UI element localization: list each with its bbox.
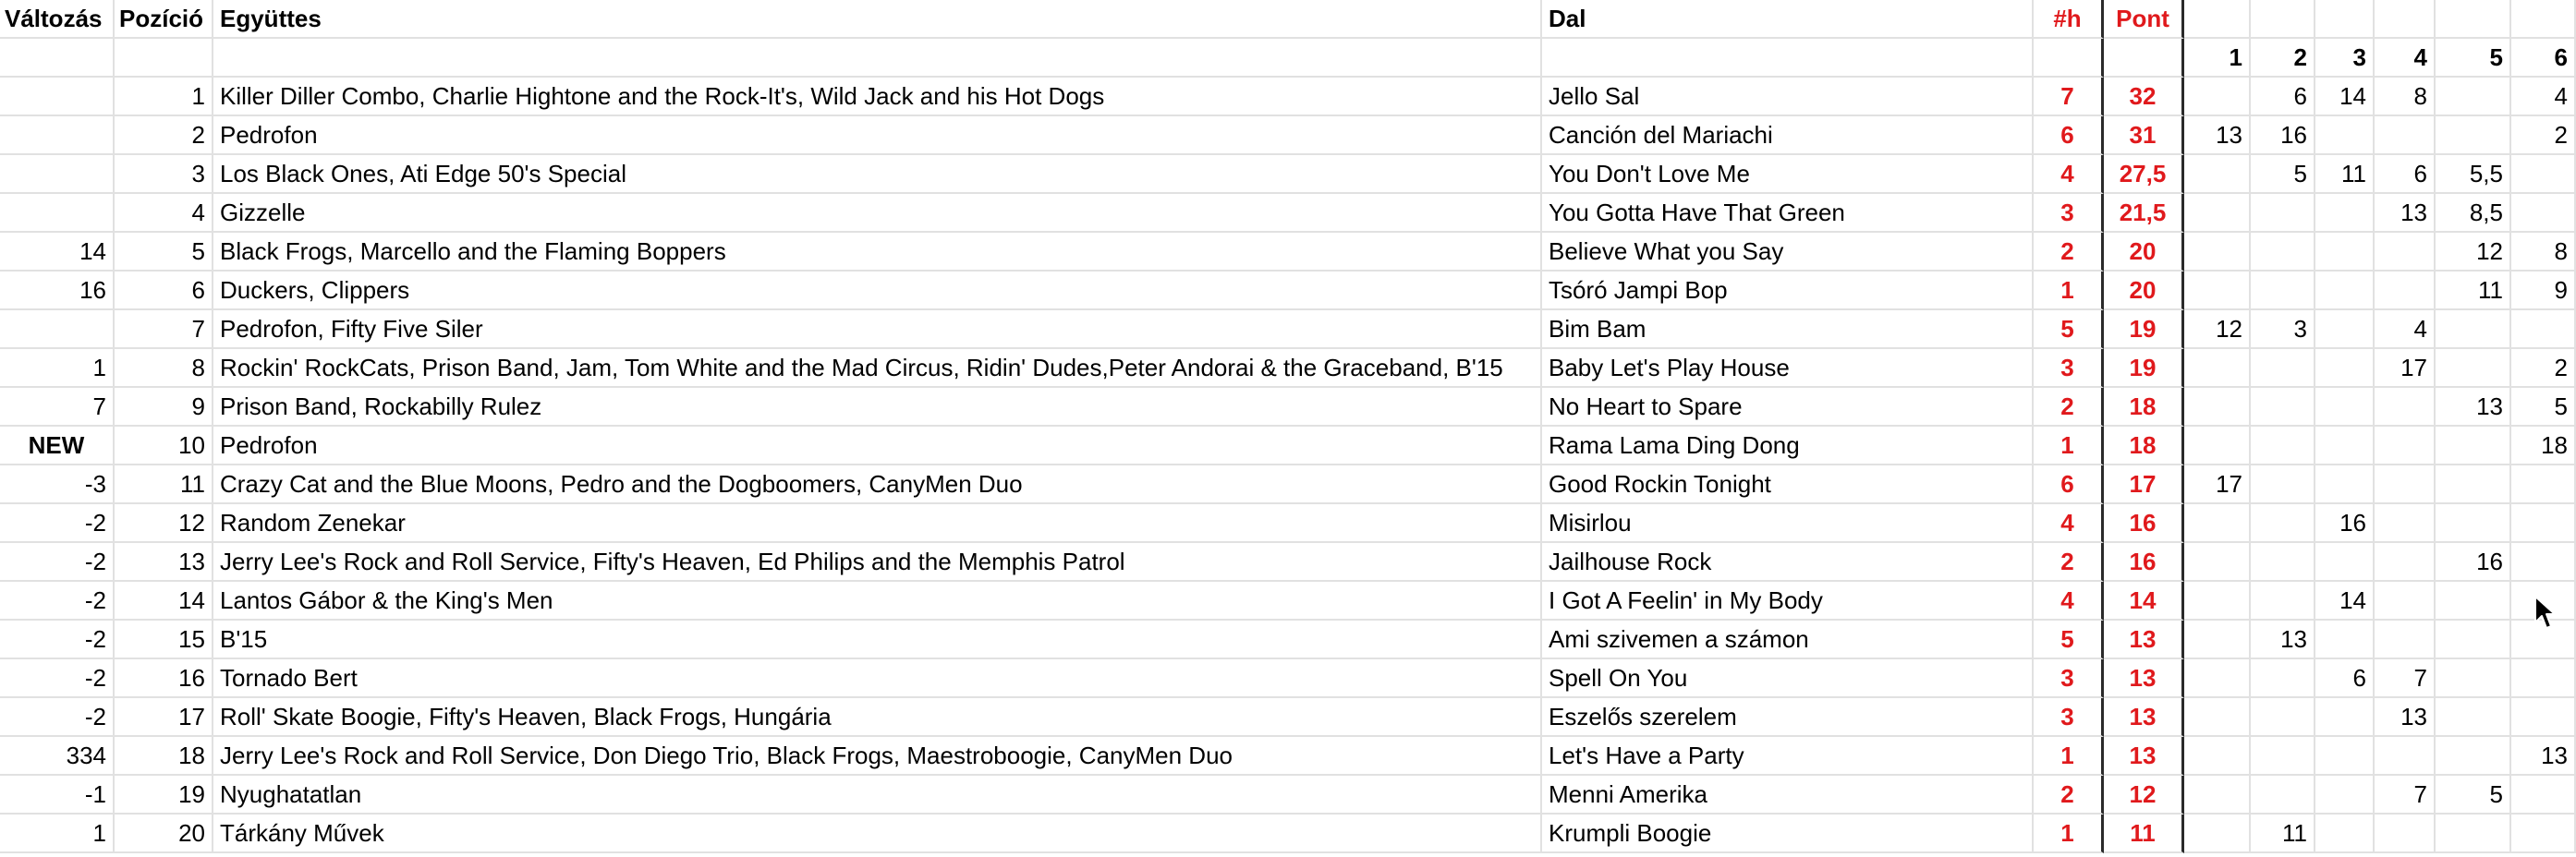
week-header-4[interactable]: 4 xyxy=(2375,39,2436,78)
position-cell[interactable]: 11 xyxy=(115,465,213,504)
position-cell[interactable]: 15 xyxy=(115,621,213,659)
week-score-cell[interactable] xyxy=(2375,427,2436,465)
week-score-cell[interactable]: 17 xyxy=(2184,465,2251,504)
week-score-cell[interactable] xyxy=(2184,582,2251,621)
week-score-cell[interactable] xyxy=(2511,194,2576,233)
week-score-cell[interactable] xyxy=(2375,621,2436,659)
week-score-cell[interactable] xyxy=(2436,737,2511,776)
week-score-cell[interactable] xyxy=(2184,815,2251,853)
band-cell[interactable]: B'15 xyxy=(213,621,1542,659)
week-score-cell[interactable] xyxy=(2511,465,2576,504)
header-row xyxy=(0,0,2576,39)
week-score-cell[interactable] xyxy=(2251,233,2315,272)
position-cell[interactable]: 19 xyxy=(115,776,213,815)
table-row[interactable] xyxy=(0,116,2576,155)
week-score-cell[interactable]: 4 xyxy=(2375,310,2436,349)
table-row[interactable] xyxy=(0,272,2576,310)
week-score-cell[interactable] xyxy=(2251,427,2315,465)
song-cell[interactable]: Good Rockin Tonight xyxy=(1542,465,2034,504)
song-header[interactable]: Dal xyxy=(1542,0,2034,39)
empty-cell[interactable] xyxy=(2436,0,2511,39)
week-score-cell[interactable] xyxy=(2375,737,2436,776)
position-cell[interactable]: 8 xyxy=(115,349,213,388)
week-score-cell[interactable]: 9 xyxy=(2511,272,2576,310)
song-cell[interactable]: Eszelős szerelem xyxy=(1542,698,2034,737)
week-score-cell[interactable] xyxy=(2251,388,2315,427)
points-cell[interactable]: 27,5 xyxy=(2104,155,2184,194)
song-cell[interactable]: Bim Bam xyxy=(1542,310,2034,349)
change-cell[interactable] xyxy=(0,310,115,349)
week-score-cell[interactable] xyxy=(2436,349,2511,388)
count-cell[interactable]: 1 xyxy=(2034,272,2104,310)
week-score-cell[interactable]: 13 xyxy=(2375,698,2436,737)
table-row[interactable] xyxy=(0,659,2576,698)
week-score-cell[interactable] xyxy=(2184,543,2251,582)
week-score-cell[interactable] xyxy=(2251,349,2315,388)
position-cell[interactable]: 5 xyxy=(115,233,213,272)
band-cell[interactable]: Pedrofon, Fifty Five Siler xyxy=(213,310,1542,349)
count-cell[interactable]: 3 xyxy=(2034,659,2104,698)
change-cell[interactable] xyxy=(0,155,115,194)
week-score-cell[interactable]: 5,5 xyxy=(2436,155,2511,194)
week-score-cell[interactable]: 14 xyxy=(2315,78,2375,116)
week-score-cell[interactable]: 6 xyxy=(2375,155,2436,194)
week-score-cell[interactable] xyxy=(2375,582,2436,621)
week-score-cell[interactable] xyxy=(2436,659,2511,698)
change-cell[interactable] xyxy=(0,78,115,116)
week-score-cell[interactable] xyxy=(2315,815,2375,853)
points-cell[interactable]: 16 xyxy=(2104,504,2184,543)
position-cell[interactable]: 17 xyxy=(115,698,213,737)
week-score-cell[interactable] xyxy=(2184,272,2251,310)
song-cell[interactable]: No Heart to Spare xyxy=(1542,388,2034,427)
week-score-cell[interactable] xyxy=(2251,582,2315,621)
table-row[interactable] xyxy=(0,543,2576,582)
week-header-1[interactable]: 1 xyxy=(2184,39,2251,78)
change-cell[interactable]: -3 xyxy=(0,465,115,504)
table-row[interactable] xyxy=(0,78,2576,116)
week-score-cell[interactable] xyxy=(2436,78,2511,116)
empty-cell[interactable] xyxy=(213,39,1542,78)
change-cell[interactable]: -1 xyxy=(0,776,115,815)
change-cell[interactable]: 14 xyxy=(0,233,115,272)
week-score-cell[interactable] xyxy=(2375,815,2436,853)
position-cell[interactable]: 4 xyxy=(115,194,213,233)
week-score-cell[interactable] xyxy=(2375,465,2436,504)
week-score-cell[interactable] xyxy=(2184,698,2251,737)
week-score-cell[interactable] xyxy=(2315,388,2375,427)
week-score-cell[interactable]: 12 xyxy=(2436,233,2511,272)
song-cell[interactable]: Jailhouse Rock xyxy=(1542,543,2034,582)
week-score-cell[interactable] xyxy=(2184,78,2251,116)
position-cell[interactable]: 18 xyxy=(115,737,213,776)
week-score-cell[interactable]: 13 xyxy=(2251,621,2315,659)
count-cell[interactable]: 2 xyxy=(2034,388,2104,427)
count-header[interactable]: #h xyxy=(2034,0,2104,39)
empty-cell[interactable] xyxy=(2184,0,2251,39)
week-score-cell[interactable] xyxy=(2436,310,2511,349)
week-score-cell[interactable]: 3 xyxy=(2251,310,2315,349)
band-cell[interactable]: Nyughatatlan xyxy=(213,776,1542,815)
mouse-cursor-icon xyxy=(2533,595,2558,632)
week-score-cell[interactable] xyxy=(2315,737,2375,776)
count-cell[interactable]: 1 xyxy=(2034,815,2104,853)
week-score-cell[interactable] xyxy=(2251,543,2315,582)
week-header-5[interactable]: 5 xyxy=(2436,39,2511,78)
table-row[interactable] xyxy=(0,621,2576,659)
song-cell[interactable]: You Don't Love Me xyxy=(1542,155,2034,194)
week-score-cell[interactable] xyxy=(2511,659,2576,698)
week-score-cell[interactable]: 17 xyxy=(2375,349,2436,388)
week-score-cell[interactable] xyxy=(2315,427,2375,465)
table-row[interactable] xyxy=(0,233,2576,272)
week-score-cell[interactable] xyxy=(2315,116,2375,155)
position-cell[interactable]: 13 xyxy=(115,543,213,582)
week-score-cell[interactable]: 5 xyxy=(2436,776,2511,815)
points-cell[interactable]: 16 xyxy=(2104,543,2184,582)
count-cell[interactable]: 4 xyxy=(2034,504,2104,543)
band-cell[interactable]: Tornado Bert xyxy=(213,659,1542,698)
week-score-cell[interactable] xyxy=(2251,272,2315,310)
points-cell[interactable]: 13 xyxy=(2104,659,2184,698)
band-cell[interactable]: Roll' Skate Boogie, Fifty's Heaven, Black Frogs, Hungária xyxy=(213,698,1542,737)
position-cell[interactable]: 9 xyxy=(115,388,213,427)
week-score-cell[interactable] xyxy=(2315,465,2375,504)
song-cell[interactable]: Rama Lama Ding Dong xyxy=(1542,427,2034,465)
week-header-3[interactable]: 3 xyxy=(2315,39,2375,78)
week-score-cell[interactable] xyxy=(2511,776,2576,815)
change-cell[interactable]: NEW xyxy=(0,427,115,465)
week-score-cell[interactable] xyxy=(2315,233,2375,272)
change-header[interactable]: Változás xyxy=(0,0,115,39)
week-score-cell[interactable]: 8 xyxy=(2511,233,2576,272)
song-cell[interactable]: Let's Have a Party xyxy=(1542,737,2034,776)
count-cell[interactable]: 3 xyxy=(2034,194,2104,233)
change-cell[interactable] xyxy=(0,116,115,155)
table-row[interactable] xyxy=(0,310,2576,349)
song-cell[interactable]: Jello Sal xyxy=(1542,78,2034,116)
change-cell[interactable]: -2 xyxy=(0,504,115,543)
band-cell[interactable]: Crazy Cat and the Blue Moons, Pedro and the Dogboomers, CanyMen Duo xyxy=(213,465,1542,504)
count-cell[interactable]: 2 xyxy=(2034,543,2104,582)
points-cell[interactable]: 14 xyxy=(2104,582,2184,621)
table-row[interactable] xyxy=(0,698,2576,737)
week-score-cell[interactable] xyxy=(2436,427,2511,465)
week-score-cell[interactable] xyxy=(2184,388,2251,427)
position-cell[interactable]: 16 xyxy=(115,659,213,698)
week-score-cell[interactable]: 14 xyxy=(2315,582,2375,621)
count-cell[interactable]: 6 xyxy=(2034,116,2104,155)
song-cell[interactable]: Baby Let's Play House xyxy=(1542,349,2034,388)
points-cell[interactable]: 19 xyxy=(2104,349,2184,388)
change-cell[interactable]: -2 xyxy=(0,621,115,659)
week-score-cell[interactable] xyxy=(2315,776,2375,815)
song-cell[interactable]: Canción del Mariachi xyxy=(1542,116,2034,155)
week-score-cell[interactable]: 8,5 xyxy=(2436,194,2511,233)
song-cell[interactable]: Spell On You xyxy=(1542,659,2034,698)
points-cell[interactable]: 19 xyxy=(2104,310,2184,349)
band-cell[interactable]: Pedrofon xyxy=(213,116,1542,155)
band-cell[interactable]: Lantos Gábor & the King's Men xyxy=(213,582,1542,621)
week-score-cell[interactable] xyxy=(2184,621,2251,659)
week-score-cell[interactable] xyxy=(2511,155,2576,194)
week-score-cell[interactable]: 2 xyxy=(2511,349,2576,388)
week-score-cell[interactable]: 13 xyxy=(2184,116,2251,155)
week-score-cell[interactable] xyxy=(2251,776,2315,815)
week-score-cell[interactable] xyxy=(2184,504,2251,543)
week-score-cell[interactable] xyxy=(2315,698,2375,737)
week-score-cell[interactable]: 16 xyxy=(2251,116,2315,155)
empty-cell[interactable] xyxy=(2375,0,2436,39)
change-cell[interactable]: -2 xyxy=(0,543,115,582)
count-cell[interactable]: 4 xyxy=(2034,582,2104,621)
points-cell[interactable]: 13 xyxy=(2104,698,2184,737)
week-score-cell[interactable]: 6 xyxy=(2251,78,2315,116)
song-cell[interactable]: Krumpli Boogie xyxy=(1542,815,2034,853)
count-cell[interactable]: 6 xyxy=(2034,465,2104,504)
empty-cell[interactable] xyxy=(0,39,115,78)
week-score-cell[interactable]: 18 xyxy=(2511,427,2576,465)
song-cell[interactable]: You Gotta Have That Green xyxy=(1542,194,2034,233)
week-score-cell[interactable] xyxy=(2184,155,2251,194)
points-cell[interactable]: 13 xyxy=(2104,621,2184,659)
empty-cell[interactable] xyxy=(115,39,213,78)
week-score-cell[interactable] xyxy=(2436,504,2511,543)
song-cell[interactable]: Menni Amerika xyxy=(1542,776,2034,815)
empty-cell[interactable] xyxy=(2034,39,2104,78)
week-score-cell[interactable] xyxy=(2315,194,2375,233)
week-score-cell[interactable]: 16 xyxy=(2315,504,2375,543)
week-score-cell[interactable] xyxy=(2511,310,2576,349)
points-cell[interactable]: 13 xyxy=(2104,737,2184,776)
table-row[interactable] xyxy=(0,388,2576,427)
points-cell[interactable]: 20 xyxy=(2104,272,2184,310)
week-header-6[interactable]: 6 xyxy=(2511,39,2576,78)
week-score-cell[interactable] xyxy=(2251,504,2315,543)
band-cell[interactable]: Jerry Lee's Rock and Roll Service, Fifty's Heaven, Ed Philips and the Memphis Patrol xyxy=(213,543,1542,582)
band-cell[interactable]: Jerry Lee's Rock and Roll Service, Don Diego Trio, Black Frogs, Maestroboogie, CanyMen Duo xyxy=(213,737,1542,776)
band-cell[interactable]: Gizzelle xyxy=(213,194,1542,233)
week-score-cell[interactable] xyxy=(2375,388,2436,427)
table-row[interactable] xyxy=(0,504,2576,543)
points-cell[interactable]: 20 xyxy=(2104,233,2184,272)
table-row[interactable] xyxy=(0,465,2576,504)
count-cell[interactable]: 1 xyxy=(2034,737,2104,776)
band-cell[interactable]: Duckers, Clippers xyxy=(213,272,1542,310)
week-score-cell[interactable] xyxy=(2511,815,2576,853)
position-cell[interactable]: 14 xyxy=(115,582,213,621)
song-cell[interactable]: I Got A Feelin' in My Body xyxy=(1542,582,2034,621)
points-cell[interactable]: 18 xyxy=(2104,427,2184,465)
week-score-cell[interactable] xyxy=(2315,349,2375,388)
table-row[interactable] xyxy=(0,155,2576,194)
position-cell[interactable]: 10 xyxy=(115,427,213,465)
week-score-cell[interactable]: 13 xyxy=(2436,388,2511,427)
position-cell[interactable]: 7 xyxy=(115,310,213,349)
change-cell[interactable]: -2 xyxy=(0,582,115,621)
week-score-cell[interactable]: 5 xyxy=(2251,155,2315,194)
week-score-cell[interactable] xyxy=(2184,776,2251,815)
table-row[interactable] xyxy=(0,349,2576,388)
week-score-cell[interactable]: 13 xyxy=(2511,737,2576,776)
week-header-2[interactable]: 2 xyxy=(2251,39,2315,78)
count-cell[interactable]: 2 xyxy=(2034,233,2104,272)
week-score-cell[interactable] xyxy=(2511,698,2576,737)
week-score-cell[interactable] xyxy=(2511,504,2576,543)
week-score-cell[interactable]: 13 xyxy=(2375,194,2436,233)
change-cell[interactable] xyxy=(0,194,115,233)
count-cell[interactable]: 2 xyxy=(2034,776,2104,815)
empty-cell[interactable] xyxy=(1542,39,2034,78)
week-score-cell[interactable] xyxy=(2436,116,2511,155)
week-score-cell[interactable]: 2 xyxy=(2511,116,2576,155)
week-score-cell[interactable] xyxy=(2436,465,2511,504)
band-cell[interactable]: Tárkány Művek xyxy=(213,815,1542,853)
week-score-cell[interactable] xyxy=(2184,659,2251,698)
change-cell[interactable]: -2 xyxy=(0,698,115,737)
empty-cell[interactable] xyxy=(2315,0,2375,39)
count-cell[interactable]: 1 xyxy=(2034,427,2104,465)
week-score-cell[interactable] xyxy=(2436,815,2511,853)
week-score-cell[interactable] xyxy=(2251,659,2315,698)
position-cell[interactable]: 20 xyxy=(115,815,213,853)
band-cell[interactable]: Killer Diller Combo, Charlie Hightone and the Rock-It's, Wild Jack and his Hot Dogs xyxy=(213,78,1542,116)
count-cell[interactable]: 5 xyxy=(2034,621,2104,659)
week-score-cell[interactable] xyxy=(2375,116,2436,155)
week-score-cell[interactable] xyxy=(2511,543,2576,582)
week-score-cell[interactable]: 7 xyxy=(2375,776,2436,815)
week-score-cell[interactable]: 16 xyxy=(2436,543,2511,582)
band-cell[interactable]: Pedrofon xyxy=(213,427,1542,465)
week-score-cell[interactable]: 11 xyxy=(2251,815,2315,853)
table-row[interactable] xyxy=(0,815,2576,853)
empty-cell[interactable] xyxy=(2104,39,2184,78)
week-score-cell[interactable] xyxy=(2184,349,2251,388)
week-score-cell[interactable] xyxy=(2184,737,2251,776)
count-cell[interactable]: 3 xyxy=(2034,349,2104,388)
week-score-cell[interactable] xyxy=(2251,698,2315,737)
table-row[interactable] xyxy=(0,737,2576,776)
change-cell[interactable]: -2 xyxy=(0,659,115,698)
week-score-cell[interactable] xyxy=(2436,698,2511,737)
week-score-cell[interactable] xyxy=(2315,543,2375,582)
week-score-cell[interactable] xyxy=(2375,233,2436,272)
points-cell[interactable]: 32 xyxy=(2104,78,2184,116)
band-cell[interactable]: Rockin' RockCats, Prison Band, Jam, Tom White and the Mad Circus, Ridin' Dudes,Peter Andorai & the Graceband, B'15 xyxy=(213,349,1542,388)
week-score-cell[interactable] xyxy=(2184,427,2251,465)
week-score-cell[interactable] xyxy=(2436,582,2511,621)
points-cell[interactable]: 17 xyxy=(2104,465,2184,504)
empty-cell[interactable] xyxy=(2251,0,2315,39)
band-header[interactable]: Együttes xyxy=(213,0,1542,39)
week-score-cell[interactable]: 7 xyxy=(2375,659,2436,698)
song-cell[interactable]: Misirlou xyxy=(1542,504,2034,543)
points-cell[interactable]: 18 xyxy=(2104,388,2184,427)
week-score-cell[interactable] xyxy=(2375,543,2436,582)
week-score-cell[interactable]: 4 xyxy=(2511,78,2576,116)
count-cell[interactable]: 7 xyxy=(2034,78,2104,116)
change-cell[interactable]: 16 xyxy=(0,272,115,310)
week-score-cell[interactable] xyxy=(2184,233,2251,272)
week-score-cell[interactable] xyxy=(2375,504,2436,543)
change-cell[interactable]: 7 xyxy=(0,388,115,427)
week-score-cell[interactable] xyxy=(2315,272,2375,310)
position-cell[interactable]: 2 xyxy=(115,116,213,155)
week-score-cell[interactable] xyxy=(2184,194,2251,233)
song-cell[interactable]: Tsóró Jampi Bop xyxy=(1542,272,2034,310)
change-cell[interactable]: 1 xyxy=(0,815,115,853)
week-score-cell[interactable]: 11 xyxy=(2315,155,2375,194)
position-cell[interactable]: 1 xyxy=(115,78,213,116)
week-score-cell[interactable] xyxy=(2315,310,2375,349)
points-cell[interactable]: 12 xyxy=(2104,776,2184,815)
points-cell[interactable]: 31 xyxy=(2104,116,2184,155)
points-cell[interactable]: 11 xyxy=(2104,815,2184,853)
week-score-cell[interactable]: 11 xyxy=(2436,272,2511,310)
table-row[interactable] xyxy=(0,194,2576,233)
week-score-cell[interactable]: 6 xyxy=(2315,659,2375,698)
points-cell[interactable]: 21,5 xyxy=(2104,194,2184,233)
position-cell[interactable]: 6 xyxy=(115,272,213,310)
week-score-cell[interactable]: 5 xyxy=(2511,388,2576,427)
table-row[interactable] xyxy=(0,427,2576,465)
table-row[interactable] xyxy=(0,582,2576,621)
week-score-cell[interactable]: 12 xyxy=(2184,310,2251,349)
position-cell[interactable]: 12 xyxy=(115,504,213,543)
week-score-cell[interactable] xyxy=(2436,621,2511,659)
week-score-cell[interactable] xyxy=(2251,194,2315,233)
position-cell[interactable]: 3 xyxy=(115,155,213,194)
change-cell[interactable]: 334 xyxy=(0,737,115,776)
count-cell[interactable]: 5 xyxy=(2034,310,2104,349)
count-cell[interactable]: 3 xyxy=(2034,698,2104,737)
week-score-cell[interactable] xyxy=(2315,621,2375,659)
band-cell[interactable]: Black Frogs, Marcello and the Flaming Boppers xyxy=(213,233,1542,272)
song-cell[interactable]: Believe What you Say xyxy=(1542,233,2034,272)
week-score-cell[interactable]: 8 xyxy=(2375,78,2436,116)
week-score-cell[interactable] xyxy=(2375,272,2436,310)
points-header[interactable]: Pont xyxy=(2104,0,2184,39)
table-row[interactable] xyxy=(0,776,2576,815)
band-cell[interactable]: Los Black Ones, Ati Edge 50's Special xyxy=(213,155,1542,194)
song-cell[interactable]: Ami szivemen a számon xyxy=(1542,621,2034,659)
band-cell[interactable]: Random Zenekar xyxy=(213,504,1542,543)
week-score-cell[interactable] xyxy=(2251,465,2315,504)
week-header-row xyxy=(0,39,2576,78)
empty-cell[interactable] xyxy=(2511,0,2576,39)
count-cell[interactable]: 4 xyxy=(2034,155,2104,194)
position-header[interactable]: Pozíció xyxy=(115,0,213,39)
band-cell[interactable]: Prison Band, Rockabilly Rulez xyxy=(213,388,1542,427)
week-score-cell[interactable] xyxy=(2251,737,2315,776)
change-cell[interactable]: 1 xyxy=(0,349,115,388)
